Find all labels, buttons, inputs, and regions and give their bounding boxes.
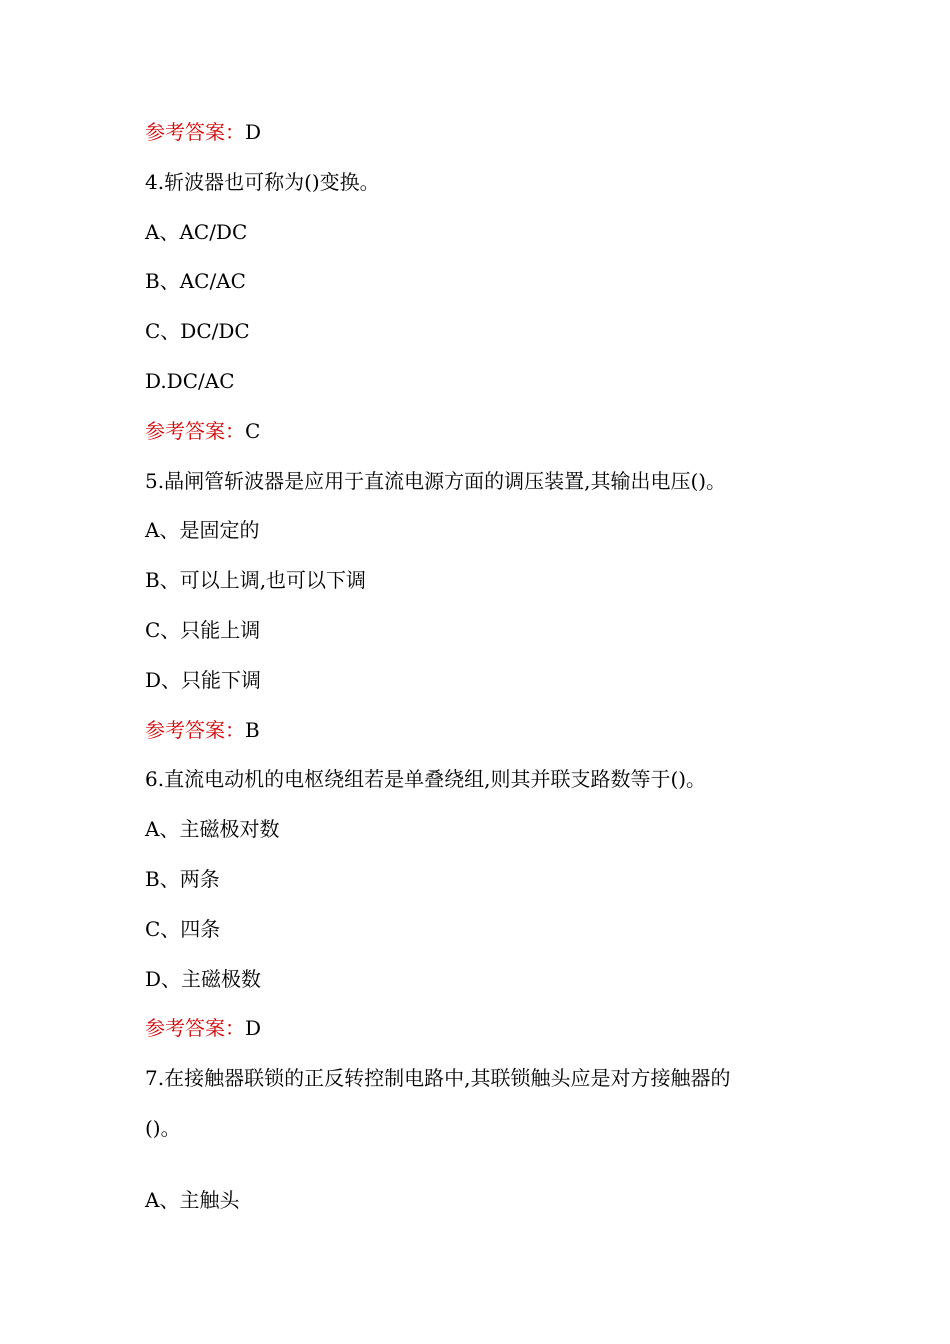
- answer-value: D: [245, 1016, 262, 1041]
- option-b: B、AC/AC: [145, 269, 246, 294]
- answer-value: D: [245, 120, 262, 144]
- answer-line: [145, 417, 825, 445]
- answer-label: 参考答案：: [145, 717, 245, 742]
- option-a: A、AC/DC: [145, 219, 248, 244]
- option-b: B、可以上调,也可以下调: [145, 568, 367, 593]
- question-4: 4.斩波器也可称为()变换。: [145, 169, 380, 194]
- option-d: D.DC/AC: [145, 368, 235, 393]
- question-list: [145, 118, 825, 1235]
- answer-value: B: [245, 717, 260, 742]
- option-b: B、两条: [145, 866, 220, 891]
- question-7-text: 7.在接触器联锁的正反转控制电路中,其联锁触头应是对方接触器的: [145, 1066, 731, 1091]
- option-d: D、主磁极数: [145, 966, 262, 991]
- answer-label: 参考答案：: [145, 418, 245, 443]
- answer-label: 参考答案：: [145, 120, 245, 144]
- question-6: 6.直流电动机的电枢绕组若是单叠绕组,则其并联支路数等于()。: [145, 767, 707, 792]
- answer-line: [145, 1014, 825, 1042]
- option-d: D、只能下调: [145, 667, 262, 692]
- answer-value: C: [245, 418, 261, 443]
- option-c: C、只能上调: [145, 617, 261, 642]
- answer-line: [145, 716, 825, 744]
- option-a: A、主触头: [145, 1187, 240, 1212]
- option-a: A、主磁极对数: [145, 817, 280, 842]
- option-c: C、四条: [145, 916, 221, 941]
- option-a: A、是固定的: [145, 518, 260, 543]
- answer-label: 参考答案：: [145, 1016, 245, 1041]
- option-c: C、DC/DC: [145, 319, 250, 344]
- question-7: [145, 1064, 825, 1142]
- question-5: 5.晶闸管斩波器是应用于直流电源方面的调压装置,其输出电压()。: [145, 468, 727, 493]
- question-7-continuation: ()。: [145, 1115, 181, 1140]
- answer-line: [145, 118, 825, 146]
